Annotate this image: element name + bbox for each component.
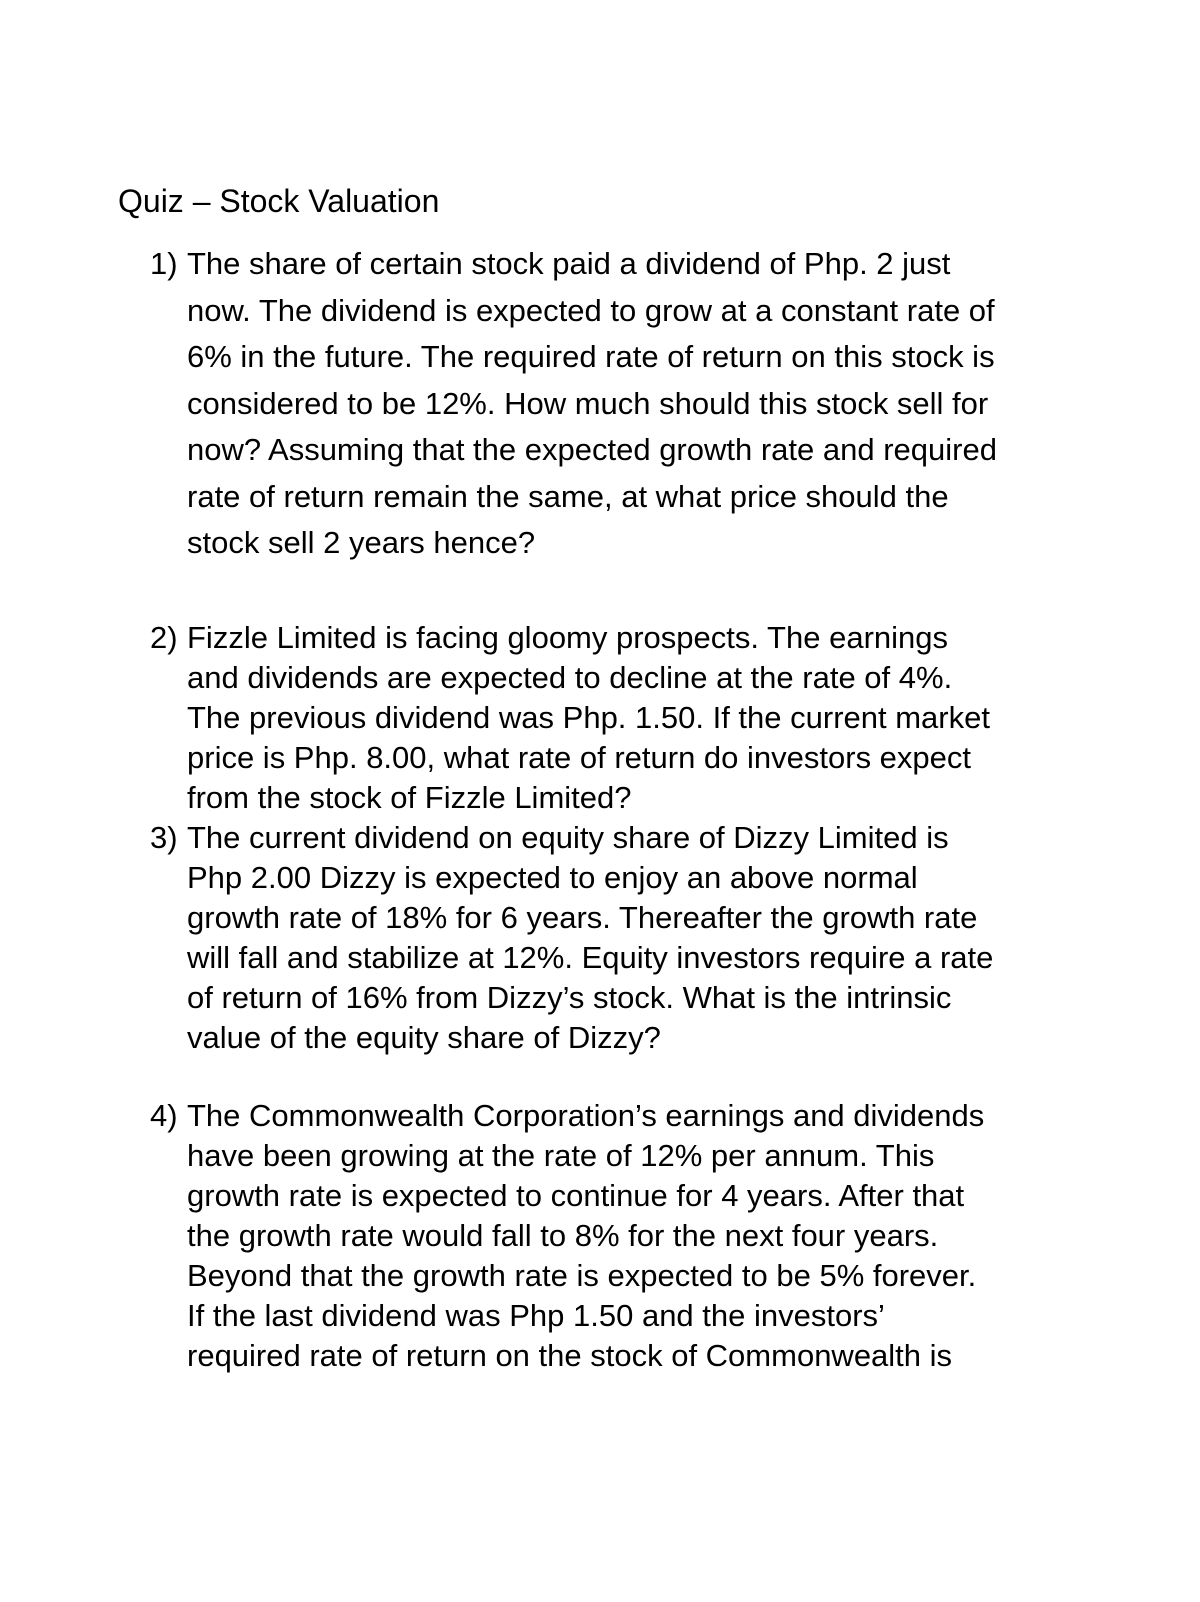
document-title: Quiz – Stock Valuation xyxy=(118,183,440,219)
question-text xyxy=(187,241,997,567)
question-line: Beyond that the growth rate is expected to be 5% forever. xyxy=(187,1258,977,1293)
question-line: The previous dividend was Php. 1.50. If the current market xyxy=(187,700,990,735)
question-line: stock sell 2 years hence? xyxy=(187,525,536,560)
question-line: considered to be 12%. How much should this stock sell for xyxy=(187,385,989,421)
question-number: 3) xyxy=(150,820,178,855)
question-line: value of the equity share of Dizzy? xyxy=(187,1020,661,1055)
question-number: 2) xyxy=(150,620,178,655)
question-line: have been growing at the rate of 12% per annum. This xyxy=(187,1138,935,1173)
question-line: and dividends are expected to decline at the rate of 4%. xyxy=(187,660,953,695)
question-number: 1) xyxy=(150,246,178,281)
question-line: now. The dividend is expected to grow at a constant rate of xyxy=(187,292,995,328)
question-line: Fizzle Limited is facing gloomy prospects. The earnings xyxy=(187,620,948,655)
question-line: If the last dividend was Php 1.50 and the investors’ xyxy=(187,1298,885,1333)
question-line: price is Php. 8.00, what rate of return do investors expect xyxy=(187,740,972,775)
question-line: growth rate of 18% for 6 years. Thereafter the growth rate xyxy=(187,900,978,935)
question-line: The current dividend on equity share of Dizzy Limited is xyxy=(187,820,949,855)
question-line: now? Assuming that the expected growth rate and required xyxy=(187,432,997,467)
question-line: the growth rate would fall to 8% for the next four years. xyxy=(187,1218,939,1253)
question-line: The share of certain stock paid a dividend of Php. 2 just xyxy=(187,246,951,281)
question-line: from the stock of Fizzle Limited? xyxy=(187,780,632,815)
question-line: rate of return remain the same, at what price should the xyxy=(187,478,949,514)
question-line: of return of 16% from Dizzy’s stock. What is the intrinsic xyxy=(187,980,952,1015)
question-text xyxy=(187,618,990,818)
question-line: Php 2.00 Dizzy is expected to enjoy an above normal xyxy=(187,860,918,895)
question-number: 4) xyxy=(150,1098,178,1133)
question-line: 6% in the future. The required rate of return on this stock is xyxy=(187,339,995,374)
question-text xyxy=(187,818,993,1058)
question-line: will fall and stabilize at 12%. Equity investors require a rate xyxy=(187,940,994,975)
question-text xyxy=(187,1096,984,1376)
question-line: growth rate is expected to continue for 4 years. After that xyxy=(187,1178,965,1213)
question-line: The Commonwealth Corporation’s earnings and dividends xyxy=(187,1098,985,1133)
question-line: required rate of return on the stock of Commonwealth is xyxy=(187,1338,953,1373)
